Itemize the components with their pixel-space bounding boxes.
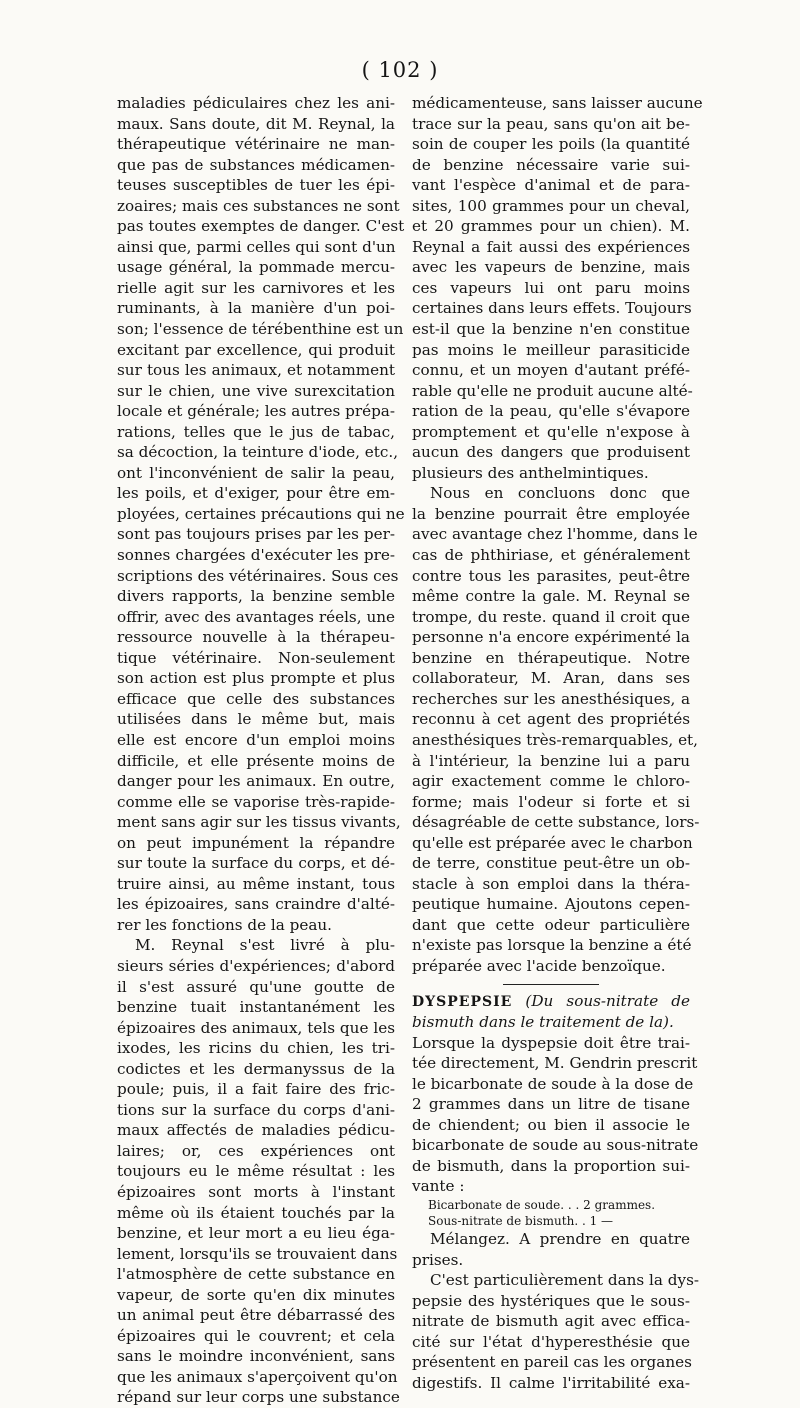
text-line: cité sur l'état d'hyperesthésie que: [412, 1332, 690, 1351]
recipe-block: [412, 1197, 690, 1229]
text-line: il s'est assuré qu'une goutte de: [117, 977, 395, 996]
text-line: ont l'inconvénient de salir la peau,: [117, 463, 395, 482]
text-line: pepsie des hystériques que le sous-: [412, 1291, 690, 1310]
text-line: ruminants, à la manière d'un poi-: [117, 299, 395, 318]
text-line: forme; mais l'odeur si forte et si: [412, 792, 690, 811]
text-line: que pas de substances médicamen-: [117, 155, 395, 174]
text-line: vante :: [412, 1177, 465, 1196]
text-line: sites, 100 grammes pour un cheval,: [412, 196, 690, 215]
text-line: personne n'a encore expérimenté la: [412, 628, 690, 647]
text-line: médicamenteuse, sans laisser aucune: [412, 94, 703, 112]
text-line: promptement et qu'elle n'expose à: [412, 422, 690, 441]
text-line: son action est plus prompte et plus: [117, 669, 395, 688]
text-line: poule; puis, il a fait faire des fric-: [117, 1080, 395, 1099]
text-line: avec les vapeurs de benzine, mais: [412, 258, 690, 277]
text-line: un animal peut être débarrassé des: [117, 1306, 395, 1325]
text-line: son; l'essence de térébenthine est un: [117, 320, 404, 339]
text-line: présentent en pareil cas les organes: [412, 1353, 692, 1372]
text-line: recherches sur les anesthésiques, a: [412, 689, 690, 708]
text-line: épizoaires des animaux, tels que les: [117, 1018, 395, 1037]
left-column: [117, 93, 405, 1408]
text-line: M. Reynal s'est livré à plu-: [135, 936, 395, 955]
text-line: ces vapeurs lui ont paru moins: [412, 278, 690, 297]
text-line: peutique humaine. Ajoutons cepen-: [412, 895, 690, 914]
text-line: codictes et les dermanyssus de la: [117, 1059, 395, 1078]
text-line: de chiendent; ou bien il associe le: [412, 1115, 690, 1134]
text-line: offrir, avec des avantages réels, une: [117, 607, 395, 626]
text-line: teuses susceptibles de tuer les épi-: [117, 176, 395, 195]
right-paragraph-5: [412, 1270, 699, 1393]
text-line: collaborateur, M. Aran, dans ses: [412, 669, 690, 688]
text-line: sur toute la surface du corps, et dé-: [117, 854, 395, 873]
text-line: utilisées dans le même but, mais: [117, 710, 395, 729]
left-paragraph: [117, 93, 405, 1408]
text-line: ment sans agir sur les tissus vivants,: [117, 813, 401, 832]
text-line: stacle à son emploi dans la théra-: [412, 874, 690, 893]
text-line: excitant par excellence, qui produit: [117, 340, 395, 359]
text-line: digestifs. Il calme l'irritabilité exa-: [412, 1373, 690, 1392]
text-line: C'est particulièrement dans la dys-: [430, 1271, 699, 1290]
text-line: le bicarbonate de soude à la dose de: [412, 1074, 694, 1093]
text-line: de bismuth, dans la proportion sui-: [412, 1156, 690, 1175]
right-paragraph-4: [412, 1229, 690, 1270]
text-line: locale et générale; les autres prépa-: [117, 402, 395, 421]
text-line: de benzine nécessaire varie sui-: [412, 155, 690, 174]
text-line: laires; or, ces expériences ont: [117, 1141, 395, 1160]
section-heading: [412, 991, 690, 1033]
text-line: danger pour les animaux. En outre,: [117, 772, 395, 791]
text-line: même contre la gale. M. Reynal se: [412, 587, 690, 606]
text-line: scriptions des vétérinaires. Sous ces: [117, 566, 399, 585]
right-column: [412, 93, 703, 1393]
text-line: difficile, et elle présente moins de: [117, 751, 395, 770]
text-line: est-il que la benzine n'en constitue: [412, 320, 690, 339]
text-line: zoaires; mais ces substances ne sont: [117, 196, 400, 215]
text-line: la benzine pourrait être employée: [412, 504, 690, 523]
right-paragraph-3: [412, 1033, 699, 1197]
recipe-line: Bicarbonate de soude. . . 2 grammes.: [428, 1197, 656, 1212]
text-line: benzine en thérapeutique. Notre: [412, 648, 690, 667]
text-line: ixodes, les ricins du chien, les tri-: [117, 1039, 395, 1058]
text-line: ainsi que, parmi celles qui sont d'un: [117, 237, 396, 256]
text-line: rielle agit sur les carnivores et les: [117, 278, 395, 297]
text-line: préparée avec l'acide benzoïque.: [412, 956, 666, 975]
text-line: sonnes chargées d'exécuter les pre-: [117, 546, 395, 565]
text-line: on peut impunément la répandre: [117, 833, 395, 852]
text-line: efficace que celle des substances: [117, 689, 395, 708]
section-divider: [503, 984, 599, 985]
section-heading-subtitle: (Du sous-nitrate de: [525, 991, 691, 1010]
text-line: vant l'espèce d'animal et de para-: [412, 176, 690, 195]
text-line: sur le chien, une vive surexcitation: [117, 381, 395, 400]
text-line: soin de couper les poils (la quantité: [412, 135, 690, 154]
text-line: qu'elle est préparée avec le charbon: [412, 833, 693, 852]
text-line: ployées, certaines précautions qui ne: [117, 504, 405, 523]
text-line: rer les fonctions de la peau.: [117, 915, 333, 934]
text-line: comme elle se vaporise très-rapide-: [117, 792, 395, 811]
text-line: que les animaux s'aperçoivent qu'on: [117, 1367, 398, 1386]
text-line: tions sur la surface du corps d'ani-: [117, 1100, 395, 1119]
text-line: anesthésiques très-remarquables, et,: [412, 730, 698, 749]
text-line: tique vétérinaire. Non-seulement: [117, 648, 395, 667]
text-line: lement, lorsqu'ils se trouvaient dans: [117, 1244, 398, 1263]
text-line: l'atmosphère de cette substance en: [117, 1265, 395, 1284]
text-line: les poils, et d'exiger, pour être em-: [117, 484, 395, 503]
text-line: Reynal a fait aussi des expériences: [412, 237, 690, 256]
text-line: sa décoction, la teinture d'iode, etc.,: [117, 443, 399, 462]
text-line: nitrate de bismuth agit avec effica-: [412, 1312, 690, 1331]
text-line: maladies pédiculaires chez les ani-: [117, 94, 395, 112]
text-line: benzine tuait instantanément les: [117, 998, 395, 1017]
text-line: 2 grammes dans un litre de tisane: [412, 1095, 690, 1114]
text-line: benzine, et leur mort a eu lieu éga-: [117, 1224, 395, 1243]
text-line: les épizoaires, sans craindre d'alté-: [117, 895, 395, 914]
section-heading-line-1: [412, 991, 690, 1013]
page-number: ( 102 ): [361, 58, 439, 82]
text-line: toujours eu le même résultat : les: [117, 1162, 395, 1181]
text-line: sieurs séries d'expériences; d'abord: [117, 956, 395, 975]
text-line: sur tous les animaux, et notamment: [117, 361, 395, 380]
section-heading-word: DYSPEPSIE: [412, 993, 513, 1010]
text-line: tée directement, M. Gendrin prescrit: [412, 1054, 698, 1073]
text-line: bicarbonate de soude au sous-nitrate: [412, 1136, 699, 1155]
text-line: Mélangez. A prendre en quatre: [430, 1229, 690, 1248]
text-line: agir exactement comme le chloro-: [412, 772, 690, 791]
text-line: trompe, du reste. quand il croit que: [412, 607, 690, 626]
text-line: maux. Sans doute, dit M. Reynal, la: [117, 114, 395, 133]
text-line: avec avantage chez l'homme, dans le: [412, 525, 698, 544]
text-line: pas toutes exemptes de danger. C'est: [117, 217, 405, 236]
text-line: et 20 grammes pour un chien). M.: [412, 217, 690, 236]
text-line: désagréable de cette substance, lors-: [412, 813, 700, 832]
text-line: rable qu'elle ne produit aucune alté-: [412, 381, 693, 400]
recipe-line: Sous-nitrate de bismuth. . 1 —: [428, 1213, 614, 1228]
text-line: thérapeutique vétérinaire ne man-: [117, 135, 395, 154]
text-line: elle est encore d'un emploi moins: [117, 730, 395, 749]
section-heading-line-2: bismuth dans le traitement de la).: [412, 1013, 674, 1032]
right-paragraph-2: [412, 483, 700, 976]
text-line: sont pas toujours prises par les per-: [117, 525, 395, 544]
text-line: connu, et un moyen d'autant préfé-: [412, 361, 690, 380]
text-line: épizoaires sont morts à l'instant: [117, 1182, 395, 1201]
text-line: ration de la peau, qu'elle s'évapore: [412, 402, 690, 421]
text-line: plusieurs des anthelmintiques.: [412, 463, 649, 482]
text-line: pas moins le meilleur parasiticide: [412, 340, 690, 359]
text-line: sans le moindre inconvénient, sans: [117, 1347, 395, 1366]
text-line: n'existe pas lorsque la benzine a été: [412, 936, 692, 955]
text-line: cas de phthiriase, et généralement: [412, 546, 690, 565]
text-line: Nous en concluons donc que: [430, 484, 690, 503]
text-line: Lorsque la dyspepsie doit être trai-: [412, 1033, 690, 1052]
text-line: rations, telles que le jus de tabac,: [117, 422, 395, 441]
text-line: répand sur leur corps une substance: [117, 1388, 400, 1407]
text-line: épizoaires qui le couvrent; et cela: [117, 1326, 395, 1345]
text-line: de terre, constitue peut-être un ob-: [412, 854, 690, 873]
text-line: truire ainsi, au même instant, tous: [117, 874, 395, 893]
text-line: même où ils étaient touchés par la: [117, 1203, 395, 1222]
text-line: vapeur, de sorte qu'en dix minutes: [117, 1285, 395, 1304]
text-line: aucun des dangers que produisent: [412, 443, 690, 462]
text-line: contre tous les parasites, peut-être: [412, 566, 690, 585]
text-line: prises.: [412, 1250, 464, 1269]
right-paragraph-1: [412, 93, 703, 483]
text-line: usage général, la pommade mercu-: [117, 258, 395, 277]
text-line: reconnu à cet agent des propriétés: [412, 710, 690, 729]
text-line: divers rapports, la benzine semble: [117, 587, 395, 606]
text-line: certaines dans leurs effets. Toujours: [412, 299, 692, 318]
text-line: ressource nouvelle à la thérapeu-: [117, 628, 395, 647]
text-line: dant que cette odeur particulière: [412, 915, 690, 934]
text-line: à l'intérieur, la benzine lui a paru: [412, 751, 690, 770]
text-line: trace sur la peau, sans qu'on ait be-: [412, 114, 690, 133]
text-line: maux affectés de maladies pédicu-: [117, 1121, 395, 1140]
